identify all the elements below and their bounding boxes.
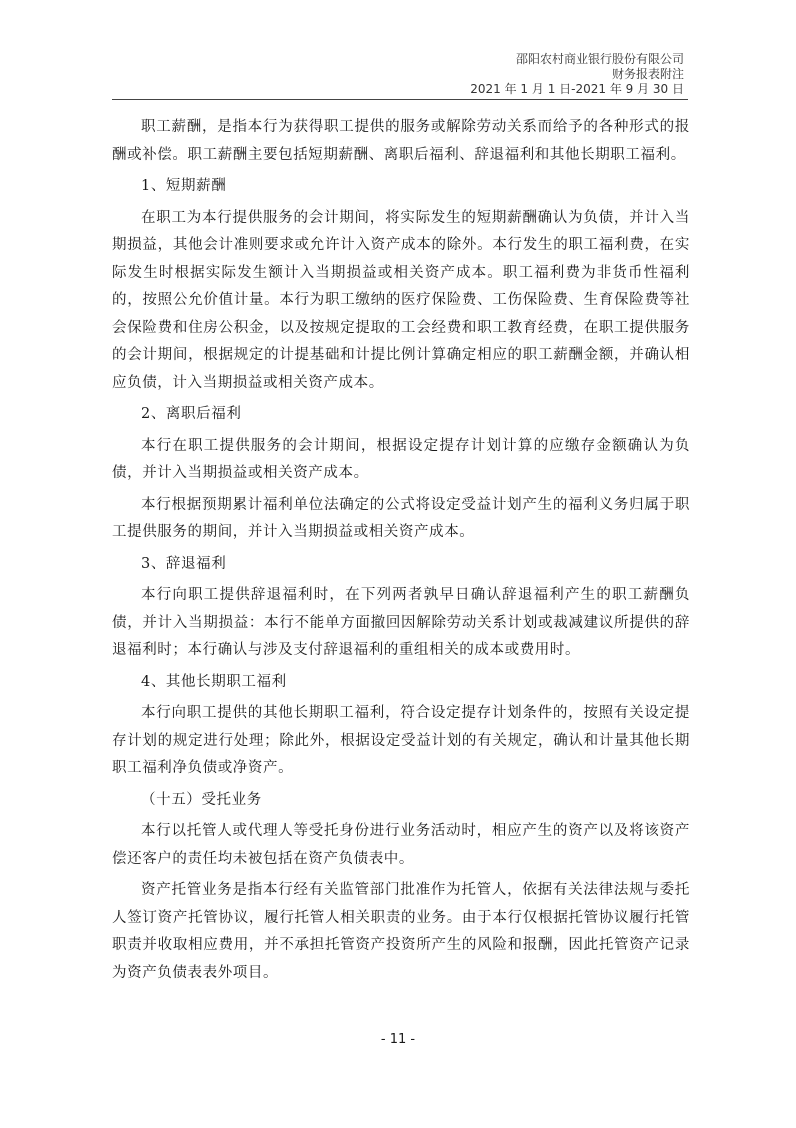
body-paragraph: 本行以托管人或代理人等受托身份进行业务活动时，相应产生的资产以及将该资产偿还客户的责任均未被包括在资产负债表中。 — [112, 823, 690, 867]
report-period: 2021 年 1 月 1 日-2021 年 9 月 30 日 — [470, 82, 684, 96]
page-number: - 11 - — [380, 1032, 416, 1047]
header-divider — [112, 99, 688, 100]
document-title: 财务报表附注 — [611, 67, 684, 81]
body-paragraph: 职工薪酬，是指本行为获得职工提供的服务或解除劳动关系而给予的各种形式的报酬或补偿。职工薪酬主要包括短期薪酬、离职后福利、辞退福利和其他长期职工福利。 — [112, 119, 690, 163]
body-paragraph: 本行在职工提供服务的会计期间，根据设定提存计划计算的应缴存金额确认为负债，并计入当期损益或相关资产成本。 — [112, 437, 690, 481]
body-paragraph: 资产托管业务是指本行经有关监管部门批准作为托管人，依据有关法律法规与委托人签订资产托管协议，履行托管人相关职责的业务。由于本行仅根据托管协议履行托管职责并收取相应费用，并不承担托管资产投资所产生的风险和报酬，因此托管资产记录为资产负债表表外项目。 — [112, 882, 690, 981]
body-paragraph: 本行向职工提供辞退福利时，在下列两者孰早日确认辞退福利产生的职工薪酬负债，并计入当期损益：本行不能单方面撤回因解除劳动关系计划或裁减建议所提供的辞退福利时；本行确认与涉及支付辞退福利的重组相关的成本或费用时。 — [112, 587, 690, 658]
body-paragraph: 在职工为本行提供服务的会计期间，将实际发生的短期薪酬确认为负债，并计入当期损益，其他会计准则要求或允许计入资产成本的除外。本行发生的职工福利费，在实际发生时根据实际发生额计入当期损益或相关资产成本。职工福利费为非货币性福利的，按照公允价值计量。本行为职工缴纳的医疗保险费、工伤保险费、生育保险费等社会保险费和住房公积金，以及按规定提取的工会经费和职工教育经费，在职工提供服务的会计期间，根据规定的计提基础和计提比例计算确定相应的职工薪酬金额，并确认相应负债，计入当期损益或相关资产成本。 — [112, 209, 690, 391]
company-name: 邵阳农村商业银行股份有限公司 — [515, 52, 684, 66]
document-body — [112, 114, 690, 991]
body-paragraph: 本行向职工提供的其他长期职工福利，符合设定提存计划条件的，按照有关设定提存计划的规定进行处理；除此外，根据设定受益计划的有关规定，确认和计量其他长期职工福利净负债或净资产。 — [112, 705, 690, 776]
section-heading: 3、辞退福利 — [141, 555, 227, 572]
page-header — [470, 52, 684, 97]
section-heading: （十五）受托业务 — [141, 791, 262, 808]
section-heading: 2、离职后福利 — [141, 406, 242, 422]
section-heading: 1、短期薪酬 — [141, 178, 227, 194]
body-paragraph: 本行根据预期累计福利单位法确定的公式将设定受益计划产生的福利义务归属于职工提供服务的期间，并计入当期损益或相关资产成本。 — [112, 496, 690, 540]
section-heading: 4、其他长期职工福利 — [141, 673, 287, 690]
